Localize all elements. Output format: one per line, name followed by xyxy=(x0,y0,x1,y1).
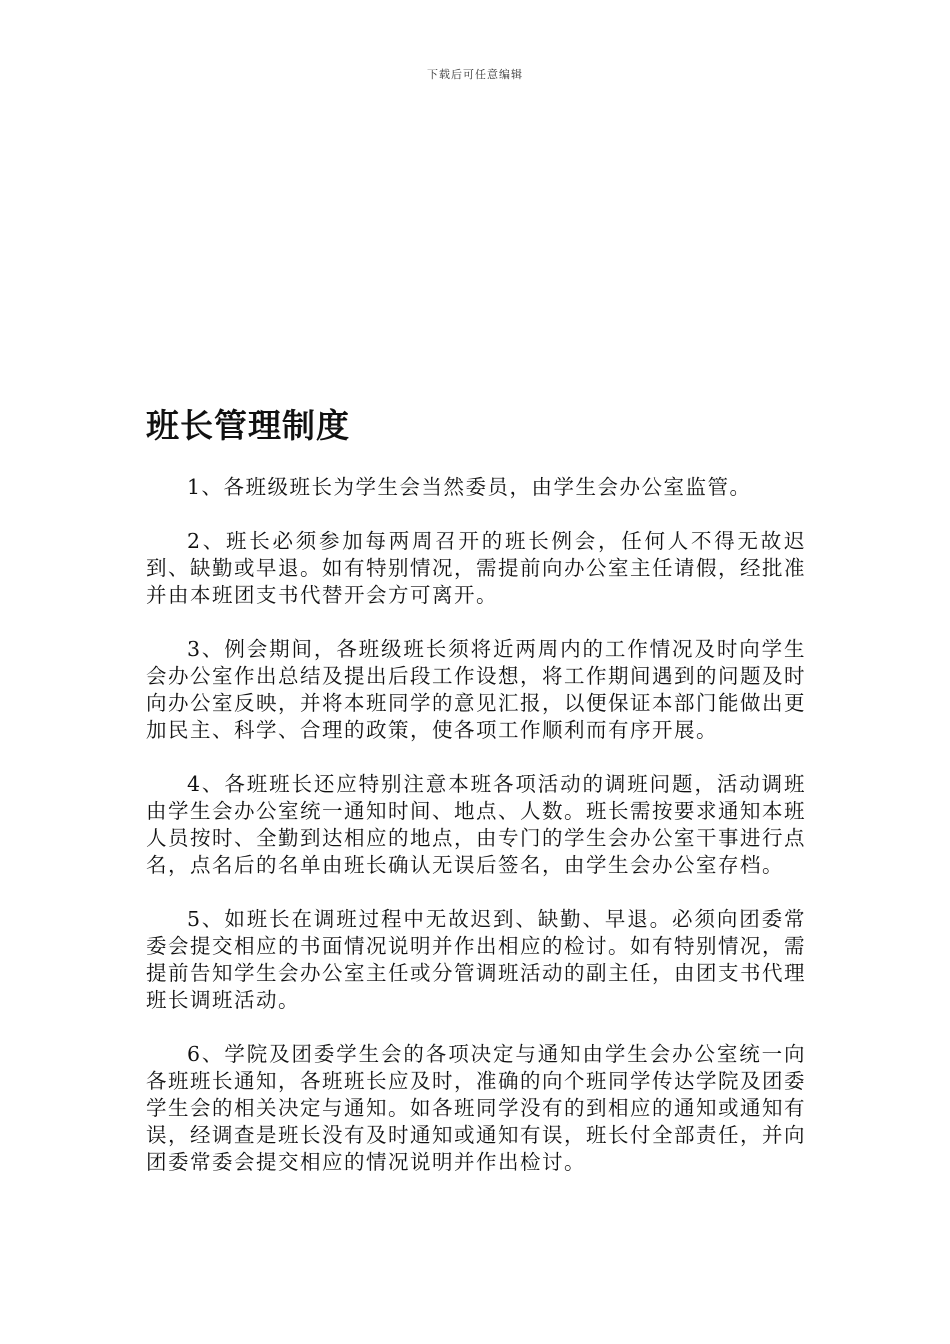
paragraph-3: 3、例会期间，各班级班长须将近两周内的工作情况及时向学生会办公室作出总结及提出后段工作设想，将工作期间遇到的问题及时向办公室反映，并将本班同学的意见汇报，以便保证本部门能做出更加民主、科学、合理的政策，使各项工作顺利而有序开展。 xyxy=(146,637,806,742)
paragraph-1: 1、各班级班长为学生会当然委员，由学生会办公室监管。 xyxy=(187,475,752,499)
header-note: 下载后可任意编辑 xyxy=(427,68,523,81)
document-body xyxy=(146,474,806,1203)
paragraph-6: 6、学院及团委学生会的各项决定与通知由学生会办公室统一向各班班长通知，各班班长应及时，准确的向个班同学传达学院及团委学生会的相关决定与通知。如各班同学没有的到相应的通知或通知有误，经调查是班长没有及时通知或通知有误，班长付全部责任，并向团委常委会提交相应的情况说明并作出检讨。 xyxy=(146,1042,806,1174)
paragraph-4: 4、各班班长还应特别注意本班各项活动的调班问题，活动调班由学生会办公室统一通知时间、地点、人数。班长需按要求通知本班人员按时、全勤到达相应的地点，由专门的学生会办公室干事进行点名，点名后的名单由班长确认无误后签名，由学生会办公室存档。 xyxy=(146,772,806,877)
paragraph-5: 5、如班长在调班过程中无故迟到、缺勤、早退。必须向团委常委会提交相应的书面情况说明并作出相应的检讨。如有特别情况，需提前告知学生会办公室主任或分管调班活动的副主任，由团支书代理班长调班活动。 xyxy=(146,907,806,1012)
paragraph-2: 2、班长必须参加每两周召开的班长例会，任何人不得无故迟到、缺勤或早退。如有特别情况，需提前向办公室主任请假，经批准并由本班团支书代替开会方可离开。 xyxy=(146,529,806,607)
document-title: 班长管理制度 xyxy=(146,406,350,445)
